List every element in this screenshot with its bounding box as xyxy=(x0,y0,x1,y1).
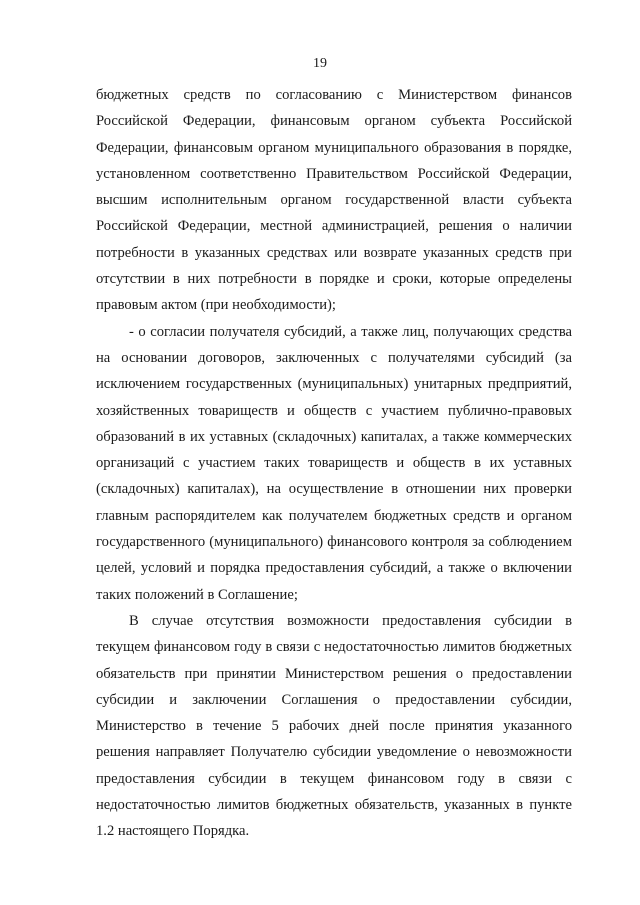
paragraph-insufficient-limits: В случае отсутствия возможности предоставления субсидии в текущем финансовом году в связи с недостаточностью лимитов бюджетных обязательств при принятии Министерством решения о предоставлении субсидии и заключении Соглашения о предоставлении субсидии, Министерство в течение 5 рабочих дней после принятия указанного решения направляет Получателю субсидии уведомление о невозможности предоставления субсидии в текущем финансовом году в связи с недостаточностью лимитов бюджетных обязательств, указанных в пункте 1.2 настоящего Порядка. xyxy=(96,612,572,840)
paragraph-continuation: бюджетных средств по согласованию с Министерством финансов Российской Федерации, финансовым органом субъекта Российской Федерации, финансовым органом муниципального образования в порядке, установленном соответственно Правительством Российской Федерации, высшим исполнительным органом государственной власти субъекта Российской Федерации, местной администрацией, решения о наличии потребности в указанных средствах или возврате указанных средств при отсутствии в них потребности в порядке и сроки, которые определены правовым актом (при необходимости); xyxy=(96,87,572,314)
paragraph-consent-clause: - о согласии получателя субсидий, а также лиц, получающих средства на основании договоров, заключенных с получателями субсидий (за исключением государственных (муниципальных) унитарных предприятий, хозяйственных товариществ и обществ с участием публично-правовых образований в их уставных (складочных) капиталах, а также коммерческих организаций с участием таких товариществ и обществ в их уставных (складочных) капиталах), на осуществление в отношении них проверки главным распорядителем как получателем бюджетных средств и органом государственного (муниципального) финансового контроля за соблюдением целей, условий и порядка предоставления субсидий, а также о включении таких положений в Соглашение; xyxy=(96,323,572,603)
page-number: 19 xyxy=(313,56,327,71)
document-body xyxy=(96,82,572,845)
